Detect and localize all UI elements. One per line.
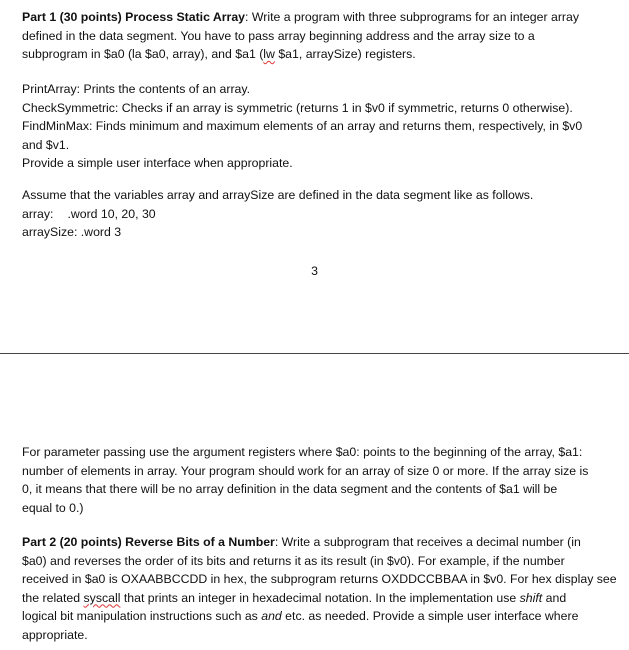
assume-paragraph — [22, 186, 612, 242]
user-interface-line: Provide a simple user interface when appropriate. — [22, 156, 293, 170]
array-size-definition-line: arraySize: .word 3 — [22, 225, 122, 239]
part2-line-3: received in $a0 is OXAABBCCDD in hex, the subprogram returns OXDDCCBBAA in $v0. For hex display see — [22, 572, 617, 586]
print-array-line: PrintArray: Prints the contents of an array. — [22, 82, 251, 96]
assume-line: Assume that the variables array and arraySize are defined in the data segment like as follows. — [22, 188, 534, 202]
part1-line-1: Part 1 (30 points) Process Static Array: Write a program with three subprograms for an integer array — [22, 10, 580, 24]
part2-title: Part 2 (20 points) Reverse Bits of a Number — [22, 535, 275, 549]
check-symmetric-line: CheckSymmetric: Checks if an array is symmetric (returns 1 in $v0 if symmetric, returns 0 otherwise). — [22, 100, 573, 115]
spellcheck-word: syscall — [83, 590, 121, 605]
document-page-bottom — [0, 356, 629, 650]
array-definition-line: array: .word 10, 20, 30 — [22, 206, 156, 221]
param-line-4: equal to 0.) — [22, 500, 84, 515]
part1-line-2: defined in the data segment. You have to pass array beginning address and the array size to a — [22, 28, 535, 43]
find-min-max-line: FindMinMax: Finds minimum and maximum elements of an array and returns them, respectively, in $v0 — [22, 119, 583, 133]
parameter-passing-paragraph — [22, 443, 612, 517]
part2-line-5: logical bit manipulation instructions such as and etc. as needed. Provide a simple user interface where — [22, 609, 579, 623]
part1-intro-paragraph — [22, 8, 612, 64]
param-line-1: For parameter passing use the argument registers where $a0: points to the beginning of the array, $a1: — [22, 445, 583, 459]
find-min-max-line-cont: and $v1. — [22, 137, 70, 152]
part2-line-4: the related syscall that prints an integer in hexadecimal notation. In the implementation use shift and — [22, 590, 567, 605]
param-line-2: number of elements in array. Your program should work for an array of size 0 or more. If the array size is — [22, 463, 589, 478]
subprograms-paragraph — [22, 80, 612, 173]
part2-line-6: appropriate. — [22, 627, 88, 642]
part1-title: Part 1 (30 points) Process Static Array — [22, 10, 246, 24]
part2-line-1: Part 2 (20 points) Reverse Bits of a Number: Write a subprogram that receives a decimal number (in — [22, 535, 581, 549]
part1-line-3: subprogram in $a0 (la $a0, array), and $a1 (lw $a1, arraySize) registers. — [22, 47, 416, 61]
spellcheck-word: lw — [263, 47, 275, 61]
part2-paragraph — [22, 533, 617, 644]
page-divider — [0, 353, 629, 354]
page-number: 3 — [311, 264, 318, 278]
param-line-3: 0, it means that there will be no array definition in the data segment and the contents of $a1 will be — [22, 482, 558, 496]
part2-line-2: $a0) and reverses the order of its bits and returns it as its result (in $v0). For example, if the number — [22, 553, 565, 568]
